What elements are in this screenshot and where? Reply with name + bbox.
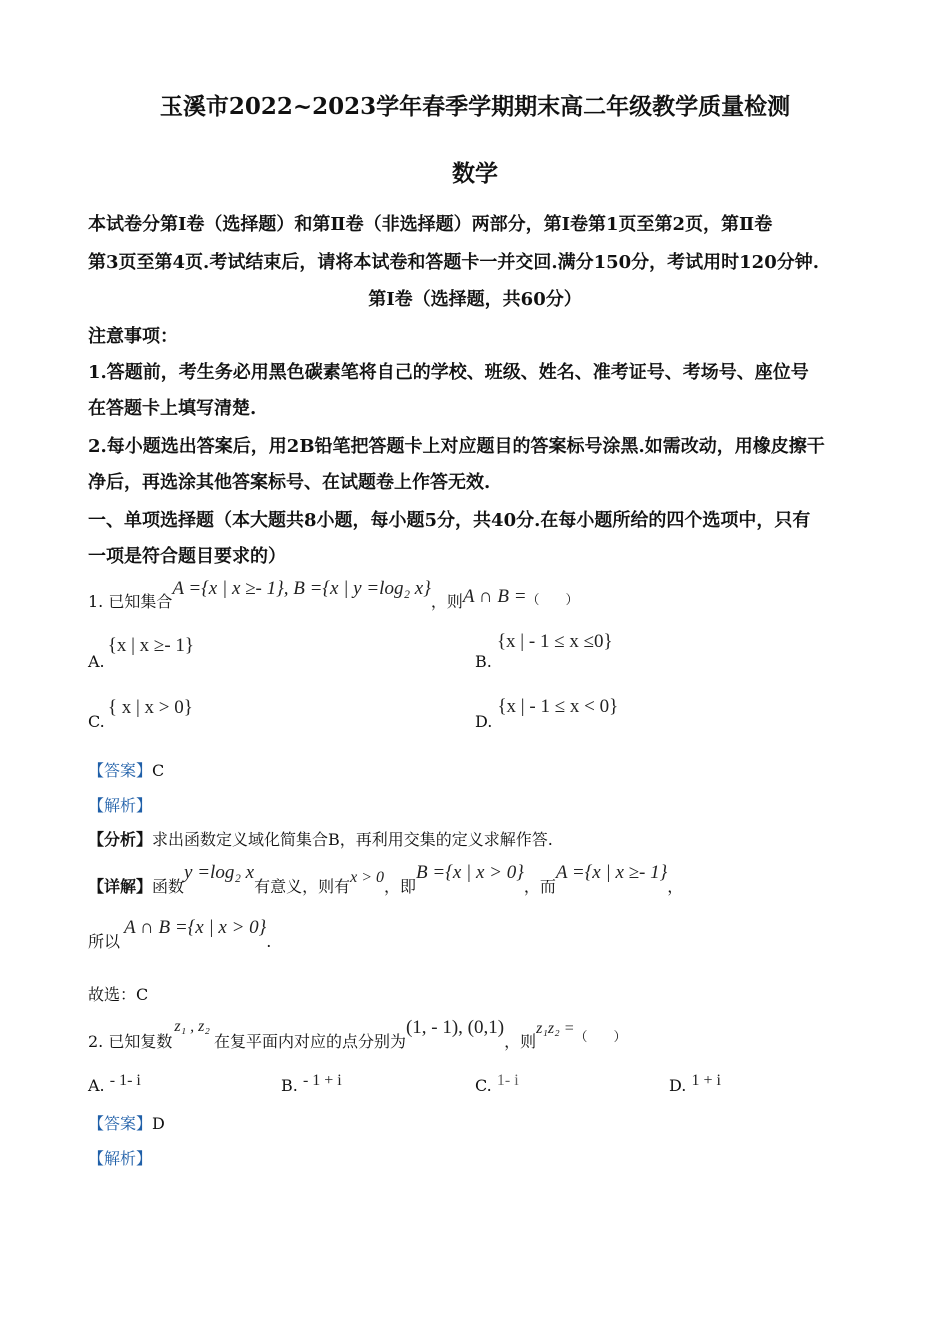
intro-line-1: 本试卷分第Ⅰ卷（选择题）和第Ⅱ卷（非选择题）两部分，第Ⅰ卷第1页至第2页，第Ⅱ卷	[88, 214, 773, 235]
q1-so-end: .	[266, 932, 272, 951]
exam-title: 玉溪市2022~2023学年春季学期期末高二年级教学质量检测	[159, 93, 791, 120]
q2-option-d-math: 1 + i	[691, 1072, 721, 1089]
q1-option-c-label: C.	[88, 712, 105, 731]
q1-option-c	[88, 697, 195, 731]
q2-option-c-label: C.	[475, 1076, 492, 1095]
q2-option-c	[475, 1074, 519, 1094]
q1-detail-p4: ，而	[523, 877, 556, 896]
q2-option-d-label: D.	[669, 1076, 687, 1095]
q1-answer-value: C	[152, 761, 165, 780]
q1-so	[88, 915, 272, 951]
subject-title: 数学	[452, 160, 498, 187]
q1-paren: （ ）	[526, 593, 579, 608]
q1-detail-math-3: B ={x | x > 0}	[416, 862, 524, 883]
q2-option-c-math: 1- i	[496, 1072, 519, 1089]
q1-so-text: 所以	[88, 932, 121, 951]
q1-option-a-math: {x | x ≥- 1}	[107, 635, 195, 656]
q1-option-b-math: {x | - 1 ≤ x ≤0}	[496, 631, 613, 652]
q2-option-b-math: - 1 + i	[302, 1072, 342, 1089]
q1-detail-p3: ，即	[384, 877, 417, 896]
notes-heading: 注意事项：	[88, 326, 178, 347]
q2-math-3: z₁z₂ =	[536, 1020, 575, 1037]
note-2-line-1: 2.每小题选出答案后，用2B铅笔把答题卡上对应题目的答案标号涂黑.如需改动，用橡皮擦干	[88, 436, 825, 457]
q2-analysis-tag: 【解析】	[88, 1149, 153, 1168]
q2-option-a-label: A.	[88, 1076, 105, 1095]
question-1	[88, 576, 579, 611]
q1-option-b-label: B.	[475, 652, 492, 671]
intro-line-2: 第3页至第4页.考试结束后，请将本试卷和答题卡一并交回.满分150分，考试用时120分钟.	[88, 252, 819, 273]
q2-math-1: z₁ , z₂	[174, 1018, 210, 1035]
note-1-line-2: 在答题卡上填写清楚.	[88, 398, 257, 419]
q2-answer-value: D	[152, 1114, 165, 1133]
q1-prefix: 1. 已知集合	[88, 592, 173, 611]
q2-prefix: 2. 已知复数	[88, 1032, 173, 1051]
q1-choose: 故选：C	[88, 985, 149, 1004]
q1-option-a-label: A.	[88, 652, 105, 671]
q1-option-d-math: {x | - 1 ≤ x < 0}	[497, 696, 619, 717]
q1-detail-tag: 【详解】	[88, 877, 153, 896]
note-2-line-2: 净后，再选涂其他答案标号、在试题卷上作答无效.	[88, 472, 491, 493]
q1-detail-math-1: y =log₂ x	[184, 862, 255, 883]
q2-mid: 在复平面内对应的点分别为	[213, 1032, 406, 1051]
q1-sets-math: A ={x | x ≥- 1}, B ={x | y =log₂ x}	[172, 578, 431, 599]
q1-answer	[88, 758, 164, 781]
q1-option-d	[475, 696, 619, 731]
q1-detail-math-4: A ={x | x ≥- 1}	[555, 862, 668, 883]
q1-option-c-math: { x | x > 0}	[107, 697, 193, 718]
q2-mid2: ，则	[504, 1032, 537, 1051]
q2-option-b	[281, 1074, 342, 1094]
q2-option-a	[88, 1074, 141, 1094]
q1-so-math: A ∩ B ={x | x > 0}	[124, 917, 267, 938]
question-2	[88, 1015, 627, 1051]
q2-paren: （ ）	[574, 1030, 627, 1045]
q1-answer-tag: 【答案】	[88, 761, 153, 780]
q1-detail	[88, 860, 684, 896]
part1-line-1: 一、单项选择题（本大题共8小题，每小题5分，共40分.在每小题所给的四个选项中，只有	[88, 510, 811, 531]
q1-analysis-tag: 【解析】	[88, 796, 153, 815]
note-1-line-1: 1.答题前，考生务必用黑色碳素笔将自己的学校、班级、姓名、准考证号、考场号、座位号	[88, 362, 809, 383]
q1-fenxi-text: 求出函数定义域化简集合B，再利用交集的定义求解作答.	[152, 830, 553, 849]
q1-mid: ，则	[430, 592, 463, 611]
q1-detail-math-2: x > 0	[350, 869, 385, 886]
q2-math-2: (1, - 1), (0,1)	[405, 1017, 505, 1038]
q1-option-d-label: D.	[475, 712, 493, 731]
part1-line-2: 一项是符合题目要求的）	[88, 546, 286, 567]
q2-option-a-math: - 1- i	[109, 1072, 141, 1089]
q2-answer	[88, 1111, 165, 1134]
section-title: 第Ⅰ卷（选择题，共60分）	[368, 289, 582, 310]
q1-option-b	[475, 631, 613, 671]
q1-option-a	[88, 635, 196, 671]
q1-fenxi-tag: 【分析】	[88, 830, 153, 849]
q1-expr-math: A ∩ B =	[462, 586, 527, 607]
q2-option-b-label: B.	[281, 1076, 298, 1095]
q2-option-d	[669, 1074, 721, 1094]
q1-fenxi	[88, 827, 553, 850]
q1-detail-p1: 函数	[152, 877, 185, 896]
q1-detail-p5: ，	[667, 877, 684, 896]
q1-detail-p2: 有意义，则有	[254, 877, 351, 896]
q2-answer-tag: 【答案】	[88, 1114, 153, 1133]
